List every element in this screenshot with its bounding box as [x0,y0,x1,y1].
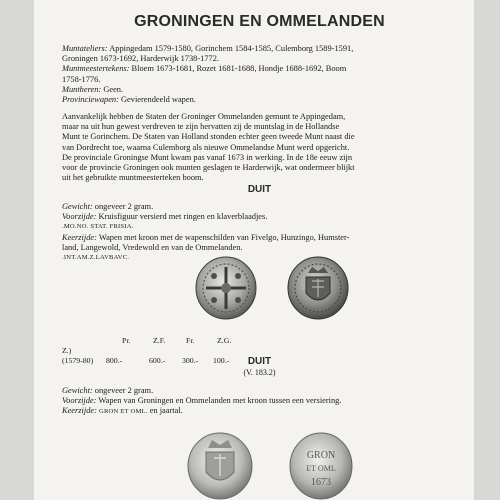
paragraph-line: Aanvankelijk hebben de Staten der Groninger Ommelanden gemunt te Appingedam, [62,112,346,121]
price-fr: 300.- [182,356,199,365]
voorzijde-label: Voorzijde: [62,396,97,406]
duit-2-obverse-coin-image [186,428,254,500]
price-row-label: Z.) [62,346,72,355]
muntateliers-label: Muntateliers: [62,44,108,53]
coin-inscription-line: GRON [306,450,336,461]
price-header-fr: Fr. [186,336,195,345]
coin-inscription-line: ET OML [306,464,336,473]
keerzijde-text: en jaartal. [149,406,183,416]
duit-1-obverse-coin-image [194,255,258,321]
keerzijde-label: Keerzijde: [62,232,97,242]
keerzijde-label: Keerzijde: [62,406,97,416]
gewicht-text: ongeveer 2 gram. [94,386,154,395]
duit-heading-1: DUIT [247,184,272,195]
muntateliers-line-2: Groningen 1673-1692, Harderwijk 1738-1772. [62,54,220,64]
provinciewapen-text: Gevierendeeld wapen. [121,95,196,105]
intro-block [62,44,457,105]
gewicht-text: ongeveer 2 gram. [94,202,154,211]
price-row-year: (1579-80) [62,356,94,365]
voorzijde-text: Kruisfiguur versierd met ringen en klaverblaadjes. [98,212,268,222]
paragraph-line: De provinciale Groningse Munt kwam pas vanaf 1673 in werking. In de 18e eeuw zijn [62,152,353,162]
voorzijde-line [62,212,457,222]
keerzijde-legend: GRON ET OML. [98,408,148,416]
keerzijde-line [62,233,457,243]
muntateliers-text: Appingedam 1579-1580, Gorinchem 1584-1585, Culemborg 1589-1591, [109,44,354,53]
keerzijde-text: Wapen met kroon met de wapenschilden van Fivelgo, Hunzingo, Humster- [98,232,350,242]
voorzijde-label: Voorzijde: [62,212,97,222]
price-header-zf: Z.F. [153,336,166,345]
gewicht-line [62,386,457,396]
coin-inscription-line: 1673 [311,477,331,488]
book-page [34,0,474,500]
gewicht-label: Gewicht: [62,202,93,211]
page-title: GRONINGEN EN OMMELANDEN [134,13,385,30]
duit-1-description [62,202,457,263]
gewicht-line [62,202,457,212]
duit-2-reference: (V. 183.2) [243,368,276,377]
paragraph-line: maar na uit hun gewest verdreven te zijn hervatten zij de muntslag in de Hollandse [62,122,340,132]
duit-1-reverse-coin-image [286,255,350,321]
keerzijde-line-2: land, Langewold, Vredewold en van de Ommelanden. [62,242,243,252]
price-zg: 100.- [213,356,230,365]
duit-heading-2: DUIT [247,356,272,367]
price-header-zg: Z.G. [217,336,232,345]
muntheren-label: Muntheren: [62,84,102,94]
paragraph-line: Munt te Gorinchem. De Staten van Holland stonden echter geen tweede Munt naast die [62,132,355,142]
voorzijde-line [62,396,457,406]
provinciewapen-label: Provinciewapen: [62,95,119,105]
paragraph-line: van Dordrecht toe, waarna Culemborg als nieuwe Ommelandse Munt werd opgericht. [62,142,350,152]
muntateliers-line [62,44,457,54]
keerzijde-legend: .INT.AM.Z.LAVBAVC. [62,254,130,262]
paragraph-line: uit het gebruikte muntmeesterteken boom. [62,173,204,183]
provinciewapen-line [62,95,457,105]
muntmeestertekens-line-2: 1758-1776. [62,74,101,84]
muntmeestertekens-label: Muntmeestertekens: [62,64,130,74]
price-header-pr: Pr. [122,336,131,345]
voorzijde-legend: .MO.NO. STAT. FRISIA. [62,223,134,231]
duit-2-description [62,386,457,418]
price-pr: 800.- [106,356,123,365]
voorzijde-text: Wapen van Groningen en Ommelanden met kroon tussen een versiering. [98,396,342,406]
paragraph-line: voor de provincie Groningen ook munten geslagen te Harderwijk, wat ondermeer blijkt [62,163,355,173]
history-paragraph [62,112,457,183]
muntheren-line [62,85,457,95]
muntheren-text: Geen. [103,84,124,94]
price-zf: 600.- [149,356,166,365]
gewicht-label: Gewicht: [62,386,93,395]
duit-2-reverse-coin-image [288,428,354,500]
muntmeestertekens-text: Bloem 1673-1681, Rozet 1681-1688, Hondje 1688-1692, Boom [131,64,347,74]
muntmeestertekens-line [62,64,457,74]
keerzijde-line [62,406,457,417]
